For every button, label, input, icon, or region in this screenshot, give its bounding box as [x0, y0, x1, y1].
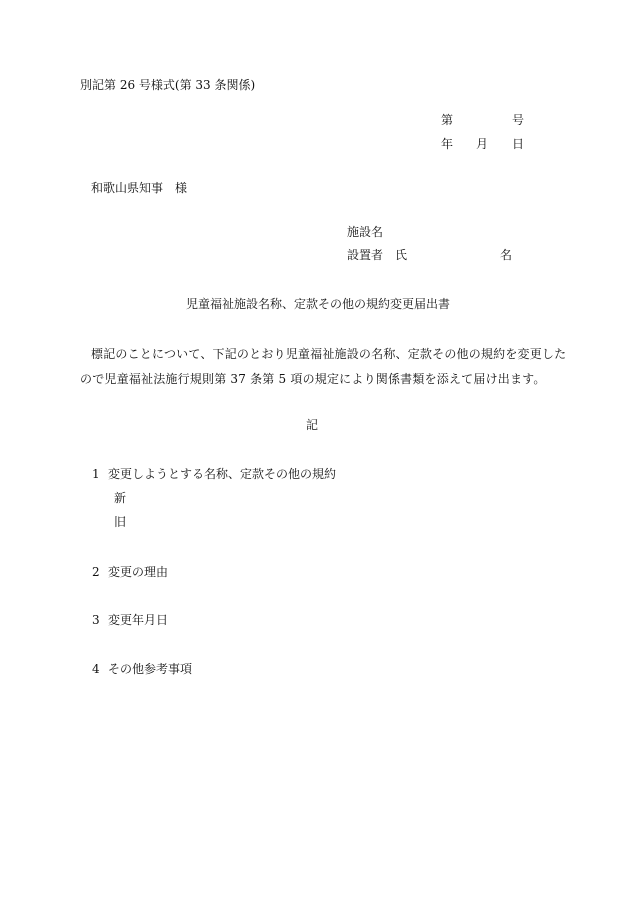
item-number: 3: [92, 613, 100, 627]
sub-item-new: 新: [114, 491, 127, 505]
date-month-label: 月: [476, 137, 489, 151]
item-number: 2: [92, 565, 100, 579]
addressee: 和歌山県知事 様: [91, 181, 188, 195]
date-day-label: 日: [512, 137, 525, 151]
document-title: 児童福祉施設名称、定款その他の規約変更届出書: [186, 297, 451, 311]
item-label: 変更しようとする名称、定款その他の規約: [108, 467, 337, 481]
date-year-label: 年: [441, 137, 454, 151]
body-text-line-2: ので児童福祉法施行規則第 37 条第 5 項の規定により関係書類を添えて届け出ます。: [80, 372, 546, 386]
doc-number-dai-label: 第: [441, 113, 454, 127]
item-number: 1: [92, 467, 100, 481]
item-label: その他参考事項: [108, 662, 193, 676]
facility-founder-label: 設置者 氏: [347, 248, 408, 262]
form-reference: 別記第 26 号様式(第 33 条関係): [80, 78, 256, 92]
facility-founder-name-suffix: 名: [500, 248, 513, 262]
item-label: 変更年月日: [108, 613, 169, 627]
ki-heading: 記: [306, 418, 319, 432]
facility-name-label: 施設名: [347, 225, 384, 239]
sub-item-old: 旧: [114, 515, 127, 529]
item-number: 4: [92, 662, 100, 676]
item-label: 変更の理由: [108, 565, 169, 579]
body-text-line-1: 標記のことについて、下記のとおり児童福祉施設の名称、定款その他の規約を変更した: [91, 347, 567, 361]
doc-number-go-label: 号: [512, 113, 525, 127]
